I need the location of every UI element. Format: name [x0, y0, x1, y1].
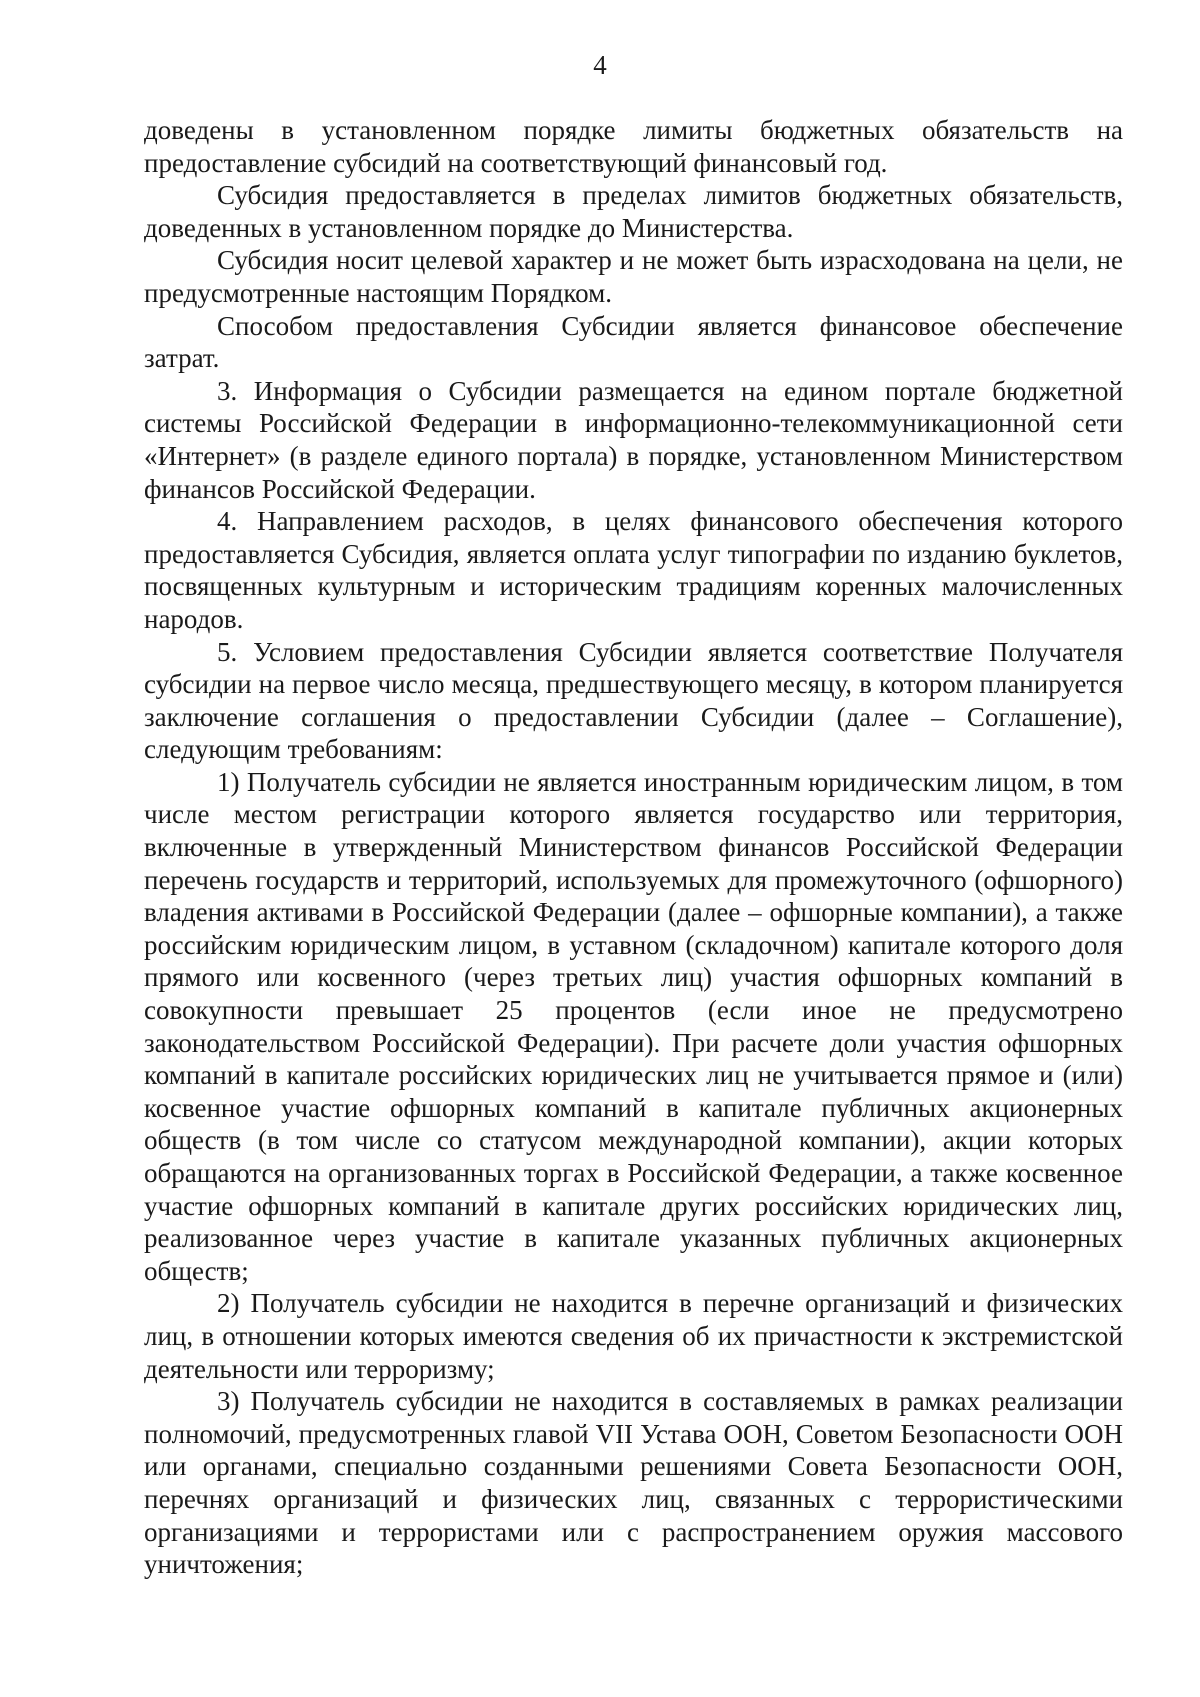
paragraph-requirement-1-offshore: 1) Получатель субсидии не является иностранным юридическим лицом, в том числе местом регистрации которого является государство или территория, включенные в утвержденный Министерством финансов Российской Федерации перечень государств и территорий, используемых для промежуточного (офшорного) владения активами в Российской Федерации (далее – офшорные компании), а также российским юридическим лицом, в уставном (складочном) капитале которого доля прямого или косвенного (через третьих лиц) участия офшорных компаний в совокупности превышает 25 процентов (если иное не предусмотрено законодательством Российской Федерации). При расчете доли участия офшорных компаний в капитале российских юридических лиц не учитывается прямое и (или) косвенное участие офшорных компаний в капитале публичных акционерных обществ (в том числе со статусом международной компании), акции которых обращаются на организованных торгах в Российской Федерации, а также косвенное участие офшорных компаний в капитале других российских юридических лиц, реализованное через участие в капитале указанных публичных акционерных обществ;: [144, 766, 1123, 1286]
paragraph-item-4-expenses: 4. Направлением расходов, в целях финансового обеспечения которого предоставляется Субсидия, является оплата услуг типографии по изданию буклетов, посвященных культурным и историческим традициям коренных малочисленных народов.: [144, 506, 1123, 634]
paragraph-budget-limits-continuation: доведены в установленном порядке лимиты бюджетных обязательств на предоставление субсидий на соответствующий финансовый год.: [144, 115, 1123, 178]
paragraph-item-5-conditions: 5. Условием предоставления Субсидии является соответствие Получателя субсидии на первое число месяца, предшествующего месяцу, в котором планируется заключение соглашения о предоставлении Субсидии (далее – Соглашение), следующим требованиям:: [144, 636, 1123, 765]
document-body: [144, 114, 1123, 1581]
paragraph-requirement-3-un-lists: 3) Получатель субсидии не находится в составляемых в рамках реализации полномочий, предусмотренных главой VII Устава ООН, Советом Безопасности ООН или органами, специально созданными решениями Совета Безопасности ООН, перечнях организаций и физических лиц, связанных с террористическими организациями и террористами или с распространением оружия массового уничтожения;: [144, 1386, 1123, 1580]
page-number: 4: [593, 50, 607, 80]
paragraph-item-3-information: 3. Информация о Субсидии размещается на едином портале бюджетной системы Российской Федерации в информационно-телекоммуникационной сети «Интернет» (в разделе единого портала) в порядке, установленном Министерством финансов Российской Федерации.: [144, 375, 1123, 504]
paragraph-requirement-2-extremism: 2) Получатель субсидии не находится в перечне организаций и физических лиц, в отношении которых имеются сведения об их причастности к экстремистской деятельности или терроризму;: [144, 1288, 1123, 1384]
paragraph-subsidy-method: Способом предоставления Субсидии является финансовое обеспечение затрат.: [144, 310, 1123, 374]
paragraph-subsidy-purpose: Субсидия носит целевой характер и не может быть израсходована на цели, не предусмотренные настоящим Порядком.: [144, 245, 1123, 308]
paragraph-subsidy-limits: Субсидия предоставляется в пределах лимитов бюджетных обязательств, доведенных в установленном порядке до Министерства.: [144, 180, 1123, 243]
